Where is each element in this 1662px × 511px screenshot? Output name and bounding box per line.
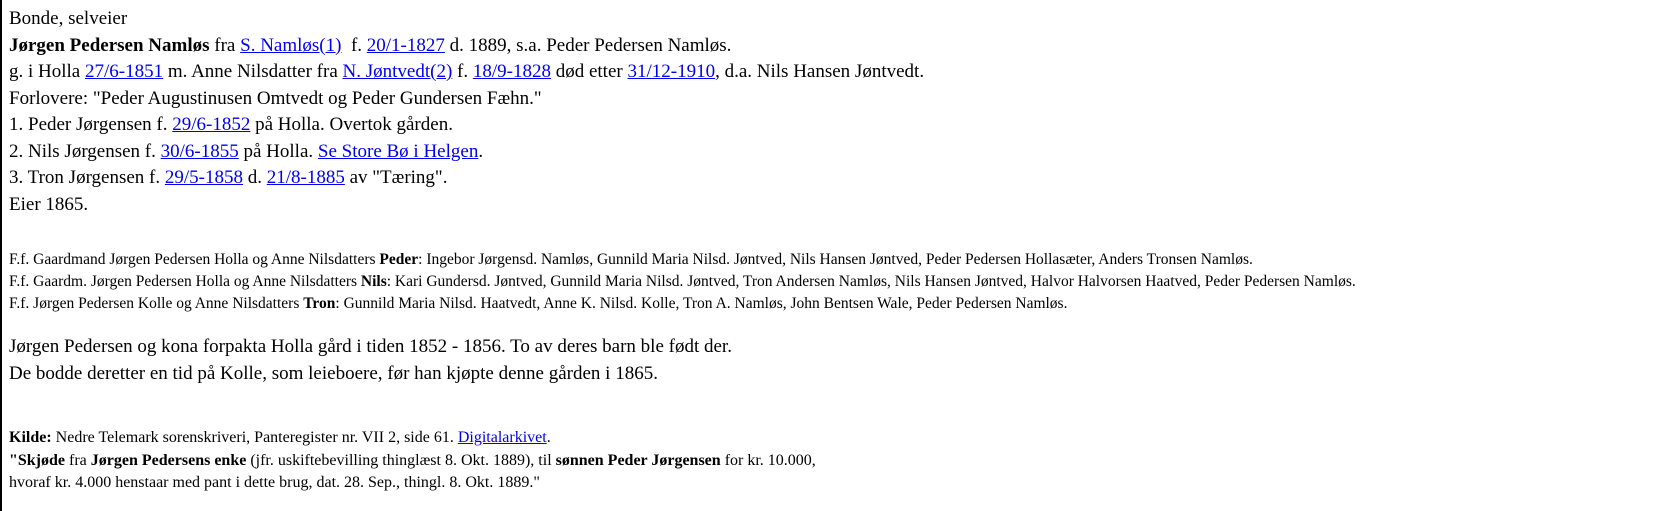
text-line [9,6,1662,33]
link-s-namlos-1[interactable]: S. Namløs(1) [240,34,342,56]
text-line [9,86,1662,113]
bold-text: Jørgen Pedersens enke [90,451,247,469]
text-line [9,450,1662,473]
text: på Holla. Overtok gården. [250,114,453,135]
text: f. [341,34,367,56]
text: d. 1889, s.a. Peder Pedersen Namløs. [444,34,732,56]
bold-text: Peder [379,251,419,268]
text: på Holla. [238,140,318,162]
text: : Ingebor Jørgensd. Namløs, Gunnild Maria Nilsd. Jøntved, Nils Hansen Jøntved, Peder Pedersen Hollasæter, Anders Tronsen Namløs. [418,251,1253,268]
narrative-block [9,333,1662,387]
text: fra [65,451,91,469]
text-line [9,271,1662,293]
text: Jørgen Pedersen og kona forpakta Holla gård i tiden 1852 - 1856. To av deres barn ble født der. [9,336,732,357]
bold-text: Jørgen Pedersen Namløs [9,34,210,56]
text-line [9,112,1662,139]
link-birthdate-30-6-1855[interactable]: 30/6-1855 [160,140,239,162]
godparents-block [9,249,1662,315]
bold-text: Nils [360,273,387,290]
source-block [9,427,1662,495]
text-line [9,333,1662,360]
text: for kr. 10.000, [720,451,816,469]
text-line [9,249,1662,271]
link-store-bo-i-helgen[interactable]: Se Store Bø i Helgen [317,140,479,162]
link-birthdate-20-1-1827[interactable]: 20/1-1827 [366,34,445,56]
text: . [546,429,551,446]
text: 1. Peder Jørgensen f. [9,114,173,135]
text: , d.a. Nils Hansen Jøntvedt. [715,61,925,82]
link-n-jontvedt-2[interactable]: N. Jøntvedt(2) [342,61,453,82]
text: Bonde, selveier [9,8,128,29]
link-birthdate-18-9-1828[interactable]: 18/9-1828 [472,61,551,82]
text-line [9,139,1662,166]
text: m. Anne Nilsdatter fra [163,61,343,82]
text: . [478,140,484,162]
text: : Gunnild Maria Nilsd. Haatvedt, Anne K. Nilsd. Kolle, Tron A. Namløs, John Bentsen Wale, Peder Pedersen Namløs. [335,295,1068,312]
text: Eier 1865. [9,193,89,215]
link-marriage-27-6-1851[interactable]: 27/6-1851 [85,61,164,82]
link-birthdate-29-5-1858[interactable]: 29/5-1858 [164,167,243,188]
text: g. i Holla [9,61,85,82]
text: De bodde deretter en tid på Kolle, som leieboere, før han kjøpte denne gården i 1865. [9,363,658,384]
text: død etter [550,61,628,82]
bold-text: Tron [303,295,336,312]
text: Nedre Telemark sorenskriveri, Panteregister nr. VII 2, side 61. [51,429,458,446]
text: hvoraf kr. 4.000 henstaar med pant i dette brug, dat. 28. Sep., thingl. 8. Okt. 1889." [9,474,540,491]
text: f. [452,61,473,82]
text-line [9,472,1662,495]
text: d. [243,167,267,188]
text-line [9,33,1662,60]
text: 3. Tron Jørgensen f. [9,167,165,188]
text: Forlovere: "Peder Augustinusen Omtvedt og Peder Gundersen Fæhn." [9,87,542,109]
text: : Kari Gundersd. Jøntved, Gunnild Maria Nilsd. Jøntved, Tron Andersen Namløs, Nils Hansen Jøntved, Halvor Halvorsen Haatved, Peder Pedersen Namløs. [386,273,1356,290]
link-birthdate-29-6-1852[interactable]: 29/6-1852 [172,114,251,135]
text: av "Tæring". [344,167,448,188]
link-death-21-8-1885[interactable]: 21/8-1885 [266,167,345,188]
text: (jfr. uskiftebevilling thinglæst 8. Okt. 1889), til [246,451,556,469]
bold-text: "Skjøde [9,451,66,469]
family-record-block [9,6,1662,218]
text-line [9,427,1662,450]
bold-text: sønnen Peder Jørgensen [555,451,721,469]
text: F.f. Gaardm. Jørgen Pedersen Holla og Anne Nilsdatters [9,273,361,290]
text: fra [209,34,241,56]
text-line [9,293,1662,315]
text-line [9,360,1662,387]
text-line [9,165,1662,192]
link-digitalarkivet[interactable]: Digitalarkivet [457,429,547,446]
text: F.f. Jørgen Pedersen Kolle og Anne Nilsdatters [9,295,304,312]
bold-text: Kilde: [9,429,52,446]
link-death-31-12-1910[interactable]: 31/12-1910 [627,61,716,82]
text: 2. Nils Jørgensen f. [9,140,161,162]
text: F.f. Gaardmand Jørgen Pedersen Holla og Anne Nilsdatters [9,251,380,268]
text-line [9,59,1662,86]
text-line [9,192,1662,219]
